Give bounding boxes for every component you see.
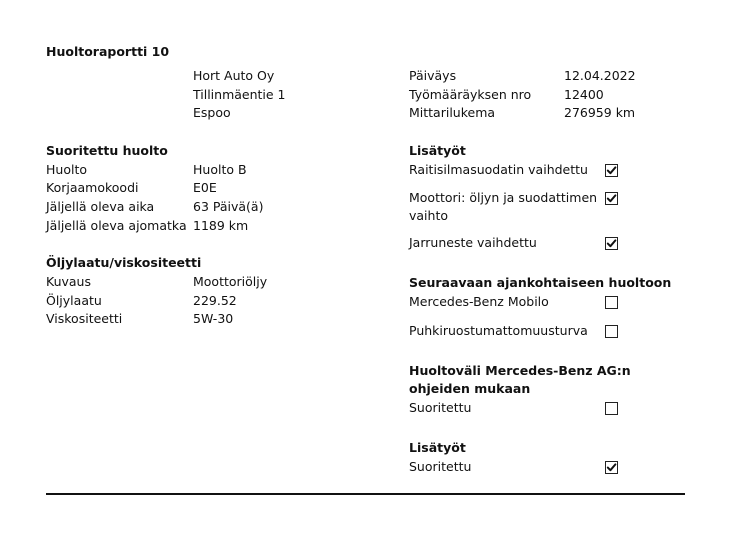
extra-work-heading: Lisätyöt (409, 143, 466, 158)
odometer-value: 276959 km (564, 105, 636, 120)
work-order-value: 12400 (564, 87, 604, 102)
extra-work-label-oil-change: Moottori: öljyn ja suodattimen vaihto (409, 190, 598, 223)
extra-work-2-label-performed: Suoritettu (409, 459, 472, 474)
performed-value-code: E0E (193, 180, 217, 195)
checkmark-icon (606, 238, 617, 249)
date-label: Päiväys (409, 68, 457, 83)
next-service-label-rust: Puhkiruostumattomuusturva (409, 323, 588, 338)
extra-work-label-cabin-filter: Raitisilmasuodatin vaihdettu (409, 162, 588, 177)
checkmark-icon (606, 462, 617, 473)
extra-work-2-heading: Lisätyöt (409, 440, 466, 455)
checkmark-icon (606, 193, 617, 204)
interval-label-performed: Suoritettu (409, 400, 472, 415)
interval-checkbox-performed[interactable] (605, 402, 618, 415)
performed-label-code: Korjaamokoodi (46, 180, 139, 195)
extra-work-checkbox-oil-change[interactable] (605, 192, 618, 205)
extra-work-checkbox-brake-fluid[interactable] (605, 237, 618, 250)
work-order-label: Työmääräyksen nro (409, 87, 532, 102)
date-value: 12.04.2022 (564, 68, 636, 83)
oil-label-viscosity: Viskositeetti (46, 311, 123, 326)
performed-value-service: Huolto B (193, 162, 247, 177)
address-city: Espoo (193, 105, 231, 120)
next-service-checkbox-mobilo[interactable] (605, 296, 618, 309)
performed-value-distance: 1189 km (193, 218, 249, 233)
report-title: Huoltoraportti 10 (46, 44, 170, 59)
extra-work-2-checkbox-performed[interactable] (605, 461, 618, 474)
odometer-label: Mittarilukema (409, 105, 496, 120)
interval-heading: Huoltoväli Mercedes-Benz AG:n ohjeiden mukaan (409, 363, 631, 396)
next-service-label-mobilo: Mercedes-Benz Mobilo (409, 294, 549, 309)
extra-work-checkbox-cabin-filter[interactable] (605, 164, 618, 177)
oil-value-quality: 229.52 (193, 293, 237, 308)
next-service-checkbox-rust[interactable] (605, 325, 618, 338)
next-service-heading: Seuraavaan ajankohtaiseen huoltoon (409, 275, 672, 290)
oil-value-description: Moottoriöljy (193, 274, 268, 289)
oil-label-description: Kuvaus (46, 274, 91, 289)
address-company: Hort Auto Oy (193, 68, 275, 83)
oil-heading: Öljylaatu/viskositeetti (46, 255, 202, 270)
performed-label-distance: Jäljellä oleva ajomatka (46, 218, 187, 233)
performed-value-time: 63 Päivä(ä) (193, 199, 264, 214)
performed-heading: Suoritettu huolto (46, 143, 168, 158)
checkmark-icon (606, 165, 617, 176)
performed-label-time: Jäljellä oleva aika (46, 199, 155, 214)
bottom-divider (46, 493, 685, 495)
oil-label-quality: Öljylaatu (46, 293, 102, 308)
oil-value-viscosity: 5W-30 (193, 311, 234, 326)
address-street: Tillinmäentie 1 (193, 87, 286, 102)
performed-label-service: Huolto (46, 162, 87, 177)
extra-work-label-brake-fluid: Jarruneste vaihdettu (409, 235, 537, 250)
